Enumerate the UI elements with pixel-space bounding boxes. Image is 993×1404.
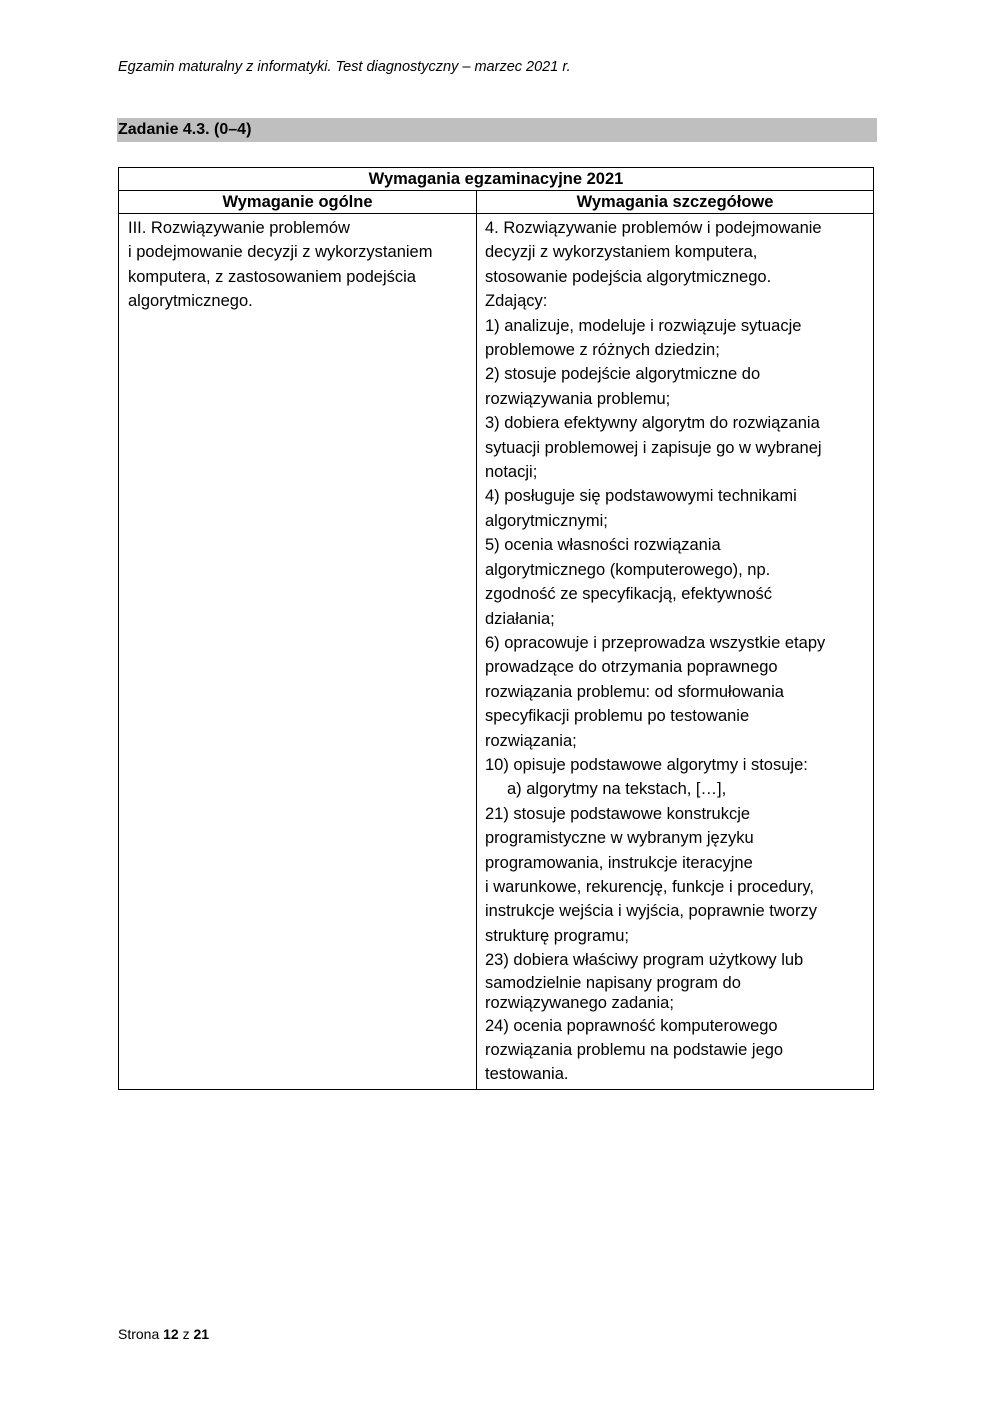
detailed-subitem-line: a) algorytmy na tekstach, […], bbox=[507, 780, 727, 799]
general-line: III. Rozwiązywanie problemów bbox=[128, 219, 350, 237]
detailed-requirements-cell bbox=[477, 214, 874, 1090]
detailed-line: instrukcje wejścia i wyjścia, poprawnie tworzy bbox=[485, 902, 817, 921]
detailed-line: decyzji z wykorzystaniem komputera, bbox=[485, 243, 758, 262]
detailed-line: 6) opracowuje i przeprowadza wszystkie etapy bbox=[485, 633, 826, 652]
detailed-line: 5) ocenia własności rozwiązania bbox=[485, 536, 721, 555]
detailed-line: działania; bbox=[485, 609, 555, 628]
detailed-line: algorytmicznego (komputerowego), np. bbox=[485, 560, 771, 579]
column-header-general: Wymaganie ogólne bbox=[119, 191, 477, 214]
footer-of: z bbox=[182, 1326, 190, 1342]
running-header: Egzamin maturalny z informatyki. Test diagnostyczny – marzec 2021 r. bbox=[118, 59, 571, 75]
detailed-line: rozwiązania problemu na podstawie jego bbox=[485, 1041, 784, 1059]
detailed-line: 24) ocenia poprawność komputerowego bbox=[485, 1016, 778, 1035]
column-header-detailed: Wymagania szczegółowe bbox=[477, 191, 874, 214]
general-line: algorytmicznego. bbox=[128, 292, 253, 311]
detailed-line: problemowe z różnych dziedzin; bbox=[485, 341, 720, 360]
detailed-line: rozwiązywania problemu; bbox=[485, 389, 671, 408]
current-page-number: 12 bbox=[163, 1326, 179, 1342]
total-pages-number: 21 bbox=[193, 1326, 210, 1342]
detailed-line: Zdający: bbox=[485, 292, 548, 311]
detailed-line: 3) dobiera efektywny algorytm do rozwiązania bbox=[485, 414, 820, 433]
detailed-line: 2) stosuje podejście algorytmiczne do bbox=[485, 365, 761, 384]
detailed-line: specyfikacji problemu po testowanie bbox=[485, 707, 750, 726]
table-row bbox=[119, 214, 874, 1090]
detailed-line: zgodność ze specyfikacją, efektywność bbox=[485, 585, 773, 604]
detailed-line: 1) analizuje, modeluje i rozwiązuje sytuacje bbox=[485, 316, 802, 335]
table-caption-row bbox=[119, 168, 874, 191]
detailed-line: programistyczne w wybranym języku bbox=[485, 829, 754, 848]
requirements-table bbox=[118, 167, 874, 1090]
detailed-line: 10) opisuje podstawowe algorytmy i stosuje: bbox=[485, 755, 808, 774]
detailed-line: rozwiązania problemu: od sformułowania bbox=[485, 682, 784, 701]
detailed-line: strukturę programu; bbox=[485, 926, 629, 945]
detailed-line: rozwiązywanego zadania; bbox=[485, 994, 674, 1013]
detailed-line: rozwiązania; bbox=[485, 731, 577, 750]
detailed-line: 4. Rozwiązywanie problemów i podejmowanie bbox=[485, 219, 822, 237]
detailed-line: i warunkowe, rekurencję, funkcje i procedury, bbox=[485, 877, 814, 896]
general-line: komputera, z zastosowaniem podejścia bbox=[128, 267, 416, 286]
detailed-line: notacji; bbox=[485, 463, 538, 482]
detailed-line: prowadzące do otrzymania poprawnego bbox=[485, 658, 778, 677]
detailed-line: sytuacji problemowej i zapisuje go w wybranej bbox=[485, 438, 822, 457]
footer-prefix: Strona bbox=[118, 1326, 160, 1342]
detailed-line: testowania. bbox=[485, 1065, 569, 1084]
page-footer bbox=[118, 1326, 209, 1342]
task-title: Zadanie 4.3. (0–4) bbox=[117, 118, 877, 142]
general-line: i podejmowanie decyzji z wykorzystaniem bbox=[128, 243, 433, 262]
detailed-line: programowania, instrukcje iteracyjne bbox=[485, 853, 753, 872]
detailed-line: samodzielnie napisany program do bbox=[485, 973, 741, 992]
detailed-line: 21) stosuje podstawowe konstrukcje bbox=[485, 804, 751, 823]
detailed-line: 4) posługuje się podstawowymi technikami bbox=[485, 487, 797, 506]
detailed-line: stosowanie podejścia algorytmicznego. bbox=[485, 267, 772, 286]
detailed-line: 23) dobiera właściwy program użytkowy lub bbox=[485, 951, 804, 970]
general-requirement-cell bbox=[119, 214, 477, 1090]
table-header-row bbox=[119, 191, 874, 214]
detailed-line: algorytmicznymi; bbox=[485, 511, 608, 530]
table-caption: Wymagania egzaminacyjne 2021 bbox=[119, 168, 874, 191]
